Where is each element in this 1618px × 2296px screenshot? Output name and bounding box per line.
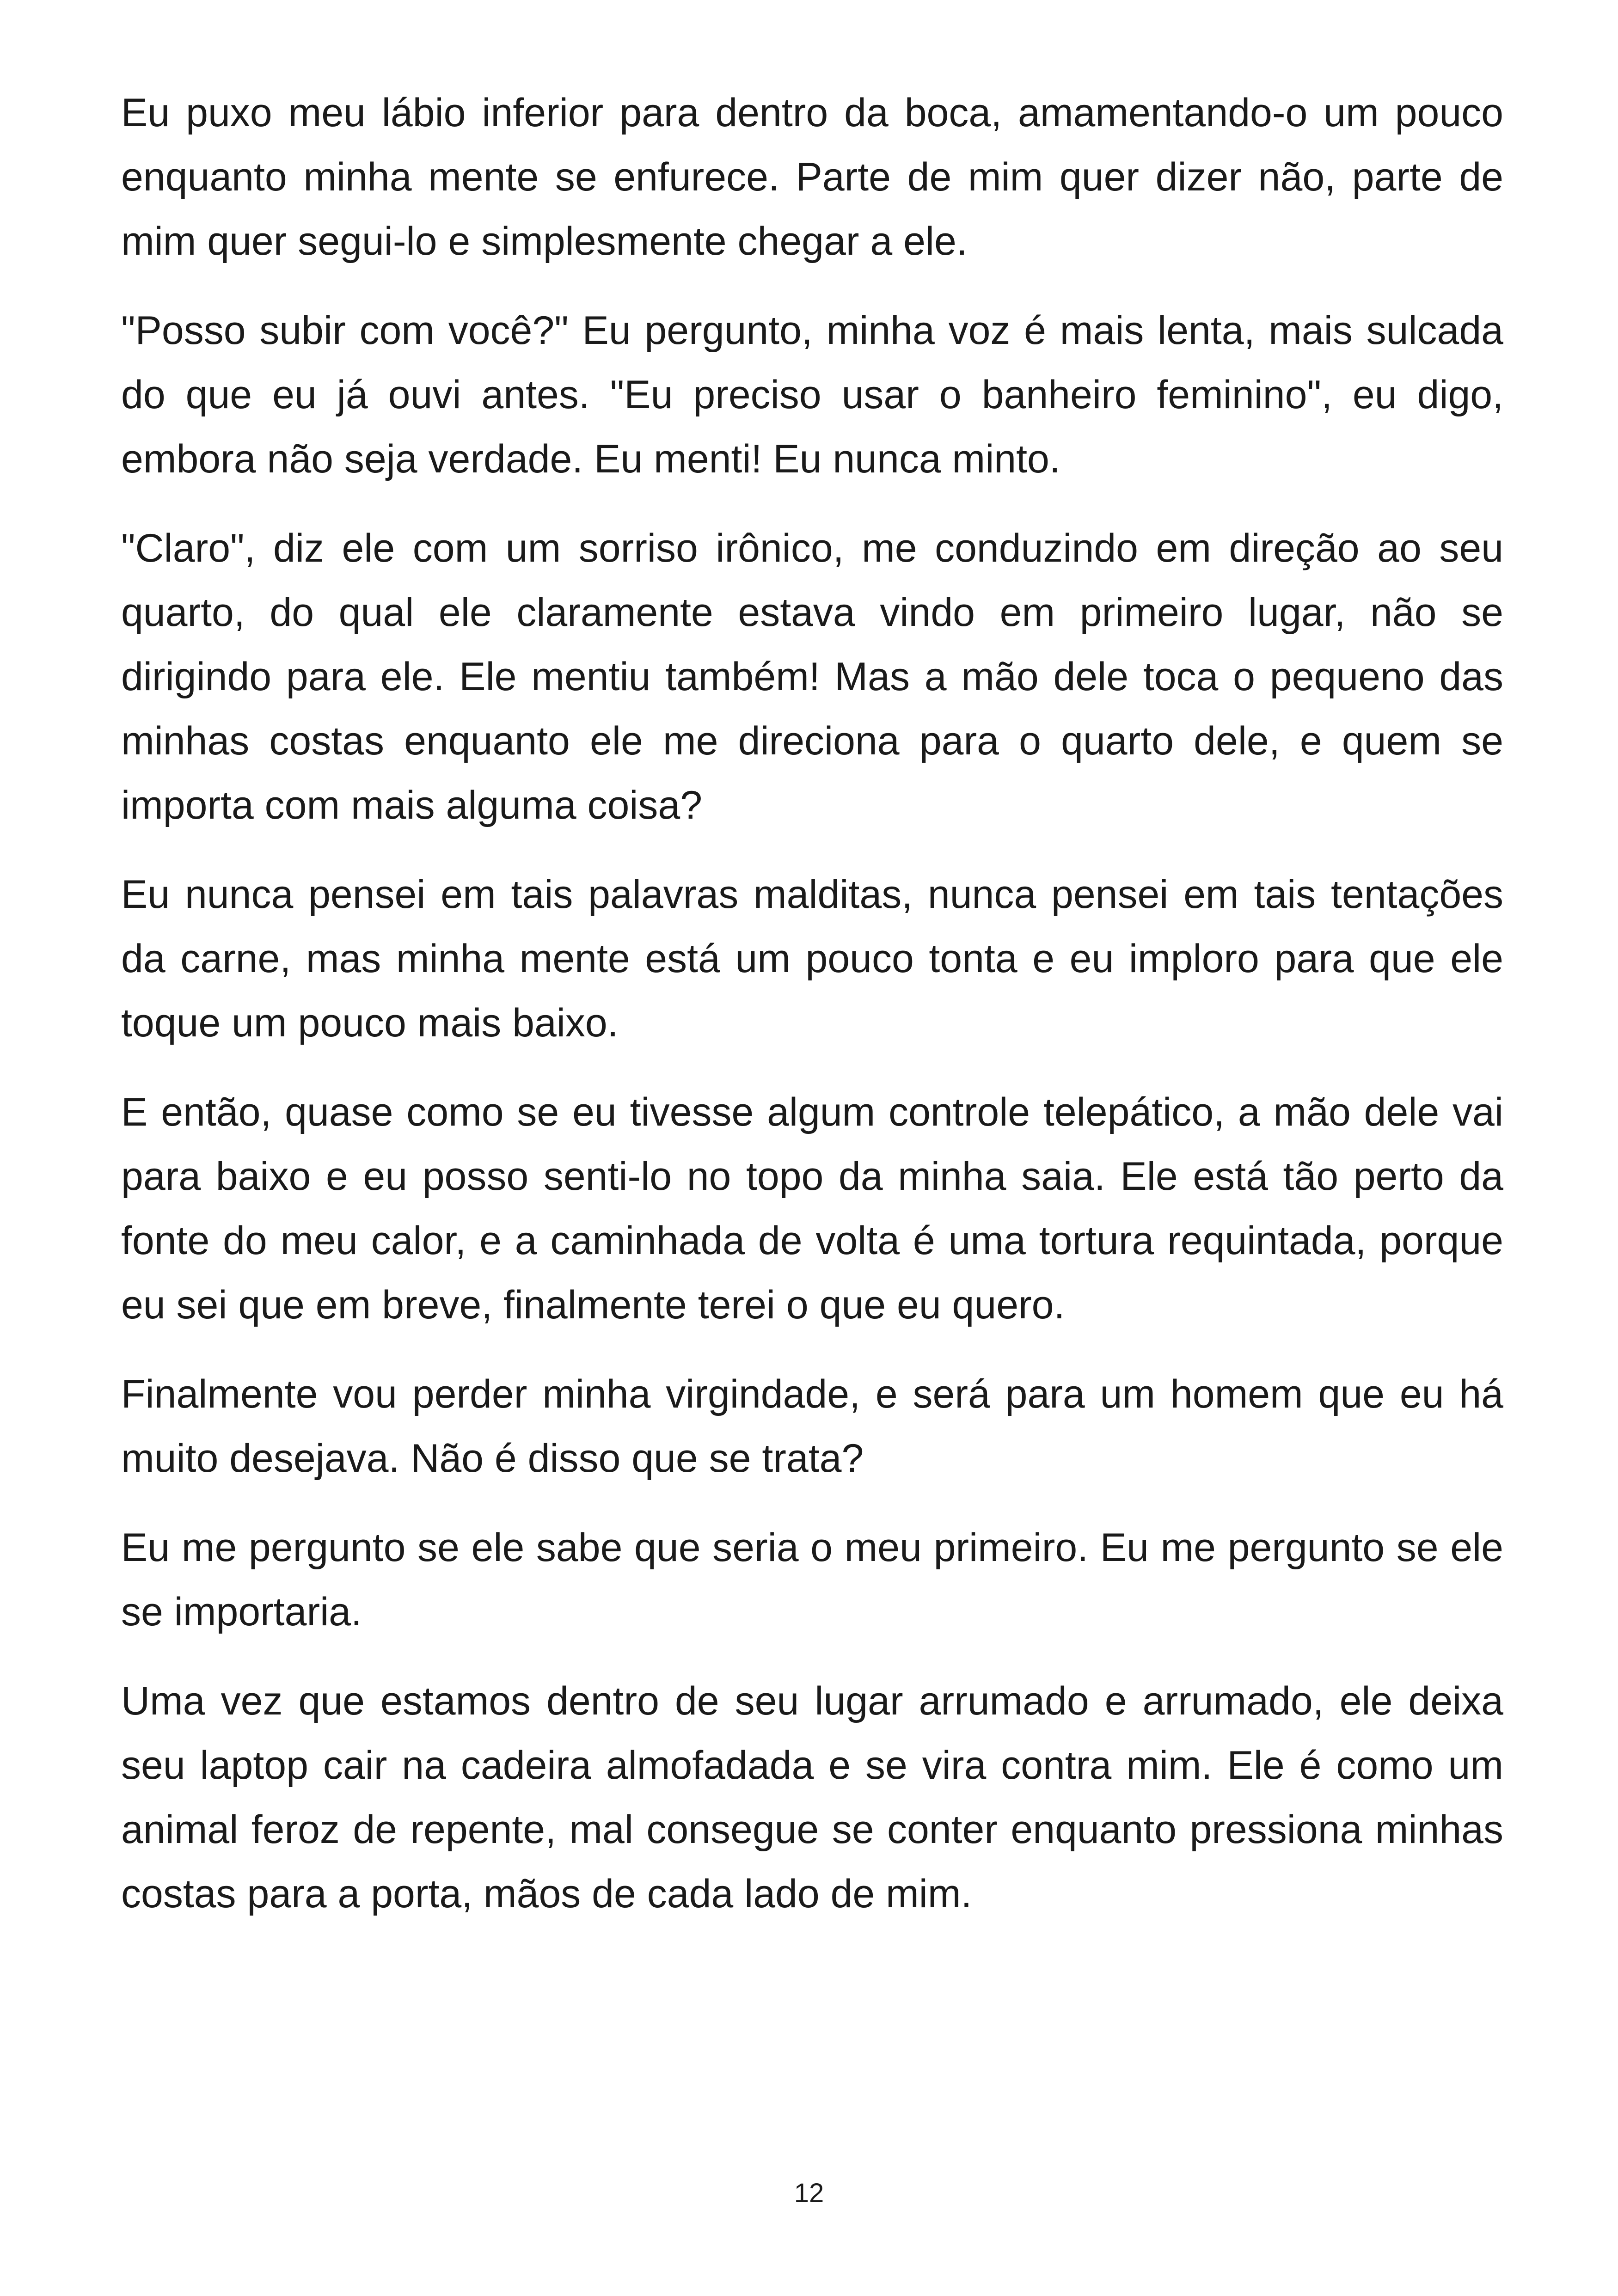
paragraph: Uma vez que estamos dentro de seu lugar arrumado e arrumado, ele deixa seu laptop cair na cadeira almofadada e se vira contra mim. Ele é como um animal feroz de repente, mal consegue se conter enquanto pressiona minhas costas para a porta, mãos de cada lado de mim. xyxy=(121,1679,1503,1916)
paragraph: "Claro", diz ele com um sorriso irônico, me conduzindo em direção ao seu quarto, do qual ele claramente estava vindo em primeiro lugar, não se dirigindo para ele. Ele mentiu também! Mas a mão dele toca o pequeno das minhas costas enquanto ele me direciona para o quarto dele, e quem se importa com mais alguma coisa? xyxy=(121,526,1503,827)
paragraph: Eu puxo meu lábio inferior para dentro da boca, amamentando-o um pouco enquanto minha mente se enfurece. Parte de mim quer dizer não, parte de mim quer segui-lo e simplesmente chegar a ele. xyxy=(121,91,1503,263)
paragraph: Finalmente vou perder minha virgindade, e será para um homem que eu há muito desejava. Não é disso que se trata? xyxy=(121,1372,1503,1481)
body-text xyxy=(121,81,1503,1951)
page-number: 12 xyxy=(794,2178,824,2208)
paragraph: E então, quase como se eu tivesse algum controle telepático, a mão dele vai para baixo e eu posso senti-lo no topo da minha saia. Ele está tão perto da fonte do meu calor, e a caminhada de volta é uma tortura requintada, porque eu sei que em breve, finalmente terei o que eu quero. xyxy=(121,1090,1503,1327)
paragraph: Eu me pergunto se ele sabe que seria o meu primeiro. Eu me pergunto se ele se importaria. xyxy=(121,1525,1503,1634)
paragraph: "Posso subir com você?" Eu pergunto, minha voz é mais lenta, mais sulcada do que eu já ouvi antes. "Eu preciso usar o banheiro feminino", eu digo, embora não seja verdade. Eu menti! Eu nunca minto. xyxy=(121,308,1503,481)
paragraph: Eu nunca pensei em tais palavras malditas, nunca pensei em tais tentações da carne, mas minha mente está um pouco tonta e eu imploro para que ele toque um pouco mais baixo. xyxy=(121,872,1503,1045)
